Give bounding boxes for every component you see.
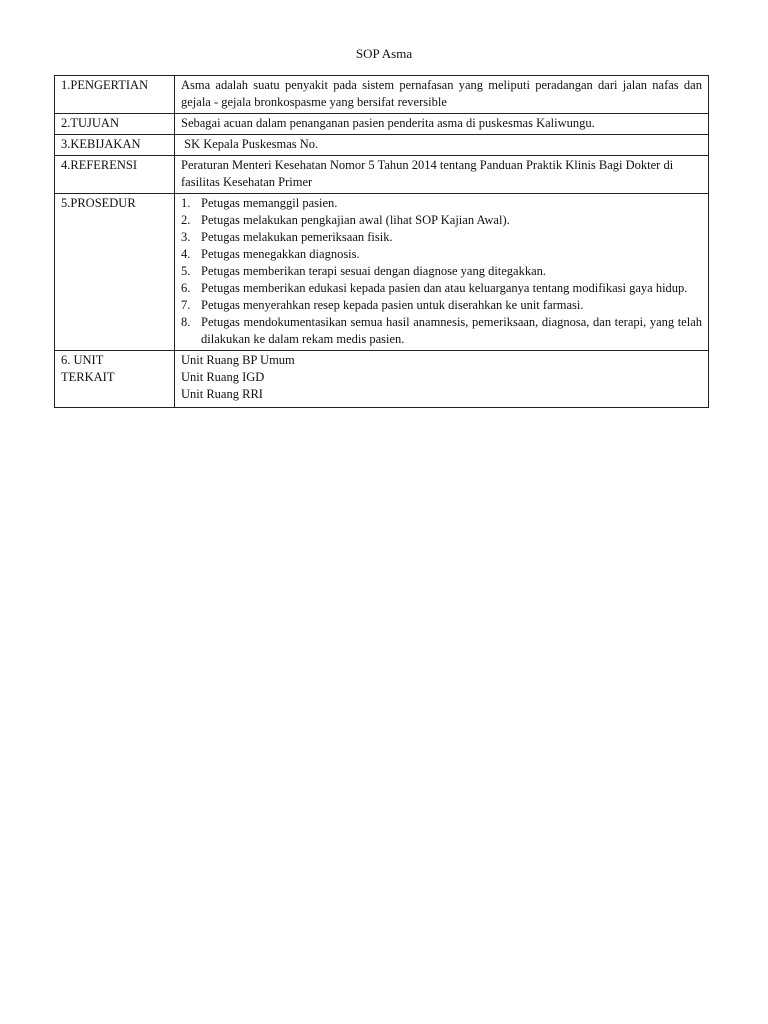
procedure-list	[181, 195, 702, 348]
row-label-pengertian: 1.PENGERTIAN	[55, 76, 175, 114]
row-label-unit-terkait	[55, 351, 175, 408]
table-row-tujuan	[55, 114, 709, 135]
unit-item: Unit Ruang BP Umum	[181, 353, 295, 367]
step-number: 2.	[181, 213, 191, 227]
step-text: Petugas menegakkan diagnosis.	[201, 247, 360, 261]
row-label-kebijakan: 3.KEBIJAKAN	[55, 135, 175, 156]
list-item	[181, 246, 702, 263]
table-row-kebijakan	[55, 135, 709, 156]
table-row-unit-terkait	[55, 351, 709, 408]
step-number: 5.	[181, 264, 191, 278]
list-item	[181, 229, 702, 246]
document-title: SOP Asma	[355, 46, 413, 61]
list-item	[181, 195, 702, 212]
list-item	[181, 280, 702, 297]
step-text: Petugas melakukan pemeriksaan fisik.	[201, 230, 393, 244]
row-content-prosedur	[175, 194, 709, 351]
step-text: Petugas memberikan terapi sesuai dengan diagnose yang ditegakkan.	[201, 264, 547, 278]
step-number: 1.	[181, 196, 191, 210]
row-label-referensi: 4.REFERENSI	[55, 156, 175, 194]
row-label-prosedur: 5.PROSEDUR	[55, 194, 175, 351]
row-label-tujuan: 2.TUJUAN	[55, 114, 175, 135]
step-number: 6.	[181, 281, 191, 295]
step-text: Petugas memberikan edukasi kepada pasien dan atau keluarganya tentang modifikasi gaya hidup.	[201, 281, 688, 295]
row-label-line: TERKAIT	[61, 370, 115, 384]
step-number: 8.	[181, 315, 191, 329]
table-row-referensi	[55, 156, 709, 194]
row-content-unit-terkait	[175, 351, 709, 408]
row-content-pengertian: Asma adalah suatu penyakit pada sistem pernafasan yang meliputi peradangan dari jalan nafas dan gejala - gejala bronkospasme yang bersifat reversible	[175, 76, 709, 114]
row-content-tujuan: Sebagai acuan dalam penanganan pasien penderita asma di puskesmas Kaliwungu.	[175, 114, 709, 135]
table-row-prosedur	[55, 194, 709, 351]
step-number: 4.	[181, 247, 191, 261]
table-row-pengertian	[55, 76, 709, 114]
list-item	[181, 314, 702, 348]
list-item	[181, 212, 702, 229]
step-number: 3.	[181, 230, 191, 244]
row-content-referensi: Peraturan Menteri Kesehatan Nomor 5 Tahun 2014 tentang Panduan Praktik Klinis Bagi Dokter di fasilitas Kesehatan Primer	[175, 156, 709, 194]
step-text: Petugas melakukan pengkajian awal (lihat SOP Kajian Awal).	[201, 213, 510, 227]
step-text: Petugas menyerahkan resep kepada pasien untuk diserahkan ke unit farmasi.	[201, 298, 584, 312]
sop-table	[54, 75, 709, 408]
unit-item: Unit Ruang IGD	[181, 370, 265, 384]
list-item	[181, 297, 702, 314]
row-label-line: 6. UNIT	[61, 353, 104, 367]
unit-item: Unit Ruang RRI	[181, 387, 263, 401]
list-item	[181, 263, 702, 280]
step-text: Petugas memanggil pasien.	[201, 196, 338, 210]
step-number: 7.	[181, 298, 191, 312]
step-text: Petugas mendokumentasikan semua hasil anamnesis, pemeriksaan, diagnosa, dan terapi, yang telah dilakukan ke dalam rekam medis pasien.	[201, 315, 702, 346]
row-content-kebijakan: SK Kepala Puskesmas No.	[175, 135, 709, 156]
